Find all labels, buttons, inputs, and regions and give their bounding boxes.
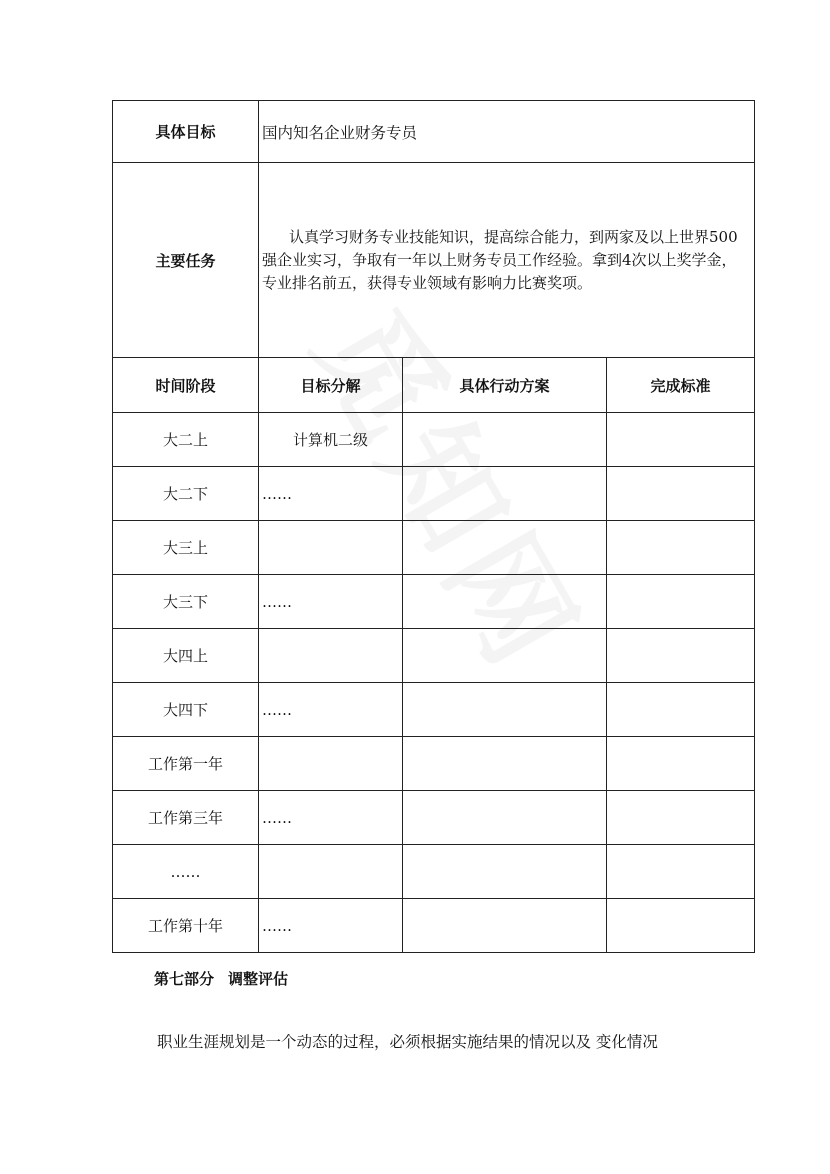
goal-cell: …… bbox=[259, 467, 403, 521]
plan-cell bbox=[403, 413, 607, 467]
header-plan: 具体行动方案 bbox=[403, 358, 607, 413]
stage-row bbox=[113, 629, 755, 683]
goal-cell bbox=[259, 737, 403, 791]
stage-cell: 大四下 bbox=[113, 683, 259, 737]
plan-cell bbox=[403, 683, 607, 737]
task-row bbox=[113, 163, 755, 358]
stage-cell: 工作第十年 bbox=[113, 899, 259, 953]
career-plan-table bbox=[112, 100, 755, 953]
standard-cell bbox=[607, 575, 755, 629]
task-value: 认真学习财务专业技能知识，提高综合能力，到两家及以上世界500强企业实习，争取有一年以上财务专员工作经验。拿到4次以上奖学金，专业排名前五，获得专业领域有影响力比赛奖项。 bbox=[262, 227, 738, 292]
stage-cell: 大四上 bbox=[113, 629, 259, 683]
plan-cell bbox=[403, 845, 607, 899]
goal-label: 具体目标 bbox=[113, 101, 259, 163]
standard-cell bbox=[607, 683, 755, 737]
plan-cell bbox=[403, 521, 607, 575]
goal-cell bbox=[259, 521, 403, 575]
stage-cell: 大二上 bbox=[113, 413, 259, 467]
plan-cell bbox=[403, 575, 607, 629]
stage-cell: 大三下 bbox=[113, 575, 259, 629]
stage-cell: 工作第一年 bbox=[113, 737, 259, 791]
stage-row bbox=[113, 575, 755, 629]
header-goal: 目标分解 bbox=[259, 358, 403, 413]
stage-cell: …… bbox=[113, 845, 259, 899]
standard-cell bbox=[607, 629, 755, 683]
stage-row bbox=[113, 413, 755, 467]
stage-cell: 大三上 bbox=[113, 521, 259, 575]
plan-cell bbox=[403, 629, 607, 683]
stage-row bbox=[113, 791, 755, 845]
section-number: 第七部分 bbox=[154, 970, 215, 988]
standard-cell bbox=[607, 737, 755, 791]
stage-rows bbox=[113, 413, 755, 953]
stage-row bbox=[113, 737, 755, 791]
plan-cell bbox=[403, 899, 607, 953]
goal-cell: …… bbox=[259, 683, 403, 737]
stage-cell: 大二下 bbox=[113, 467, 259, 521]
goal-cell: 计算机二级 bbox=[259, 413, 403, 467]
standard-cell bbox=[607, 413, 755, 467]
stage-cell: 工作第三年 bbox=[113, 791, 259, 845]
stage-row bbox=[113, 845, 755, 899]
section-title: 调整评估 bbox=[228, 970, 289, 988]
standard-cell bbox=[607, 899, 755, 953]
goal-cell: …… bbox=[259, 791, 403, 845]
stage-row bbox=[113, 899, 755, 953]
standard-cell bbox=[607, 521, 755, 575]
stage-row bbox=[113, 467, 755, 521]
goal-cell: …… bbox=[259, 899, 403, 953]
plan-cell bbox=[403, 737, 607, 791]
goal-cell: …… bbox=[259, 575, 403, 629]
stage-row bbox=[113, 521, 755, 575]
goal-cell bbox=[259, 629, 403, 683]
goal-value: 国内知名企业财务专员 bbox=[259, 101, 755, 163]
section-heading bbox=[154, 968, 288, 989]
header-stage: 时间阶段 bbox=[113, 358, 259, 413]
standard-cell bbox=[607, 791, 755, 845]
plan-cell bbox=[403, 791, 607, 845]
section-paragraph: 职业生涯规划是一个动态的过程，必须根据实施结果的情况以及 变化情况 bbox=[157, 1033, 658, 1051]
task-value-cell bbox=[259, 163, 755, 358]
header-row bbox=[113, 358, 755, 413]
task-label: 主要任务 bbox=[113, 163, 259, 358]
stage-row bbox=[113, 683, 755, 737]
header-standard: 完成标准 bbox=[607, 358, 755, 413]
plan-cell bbox=[403, 467, 607, 521]
goal-cell bbox=[259, 845, 403, 899]
standard-cell bbox=[607, 845, 755, 899]
goal-row bbox=[113, 101, 755, 163]
standard-cell bbox=[607, 467, 755, 521]
